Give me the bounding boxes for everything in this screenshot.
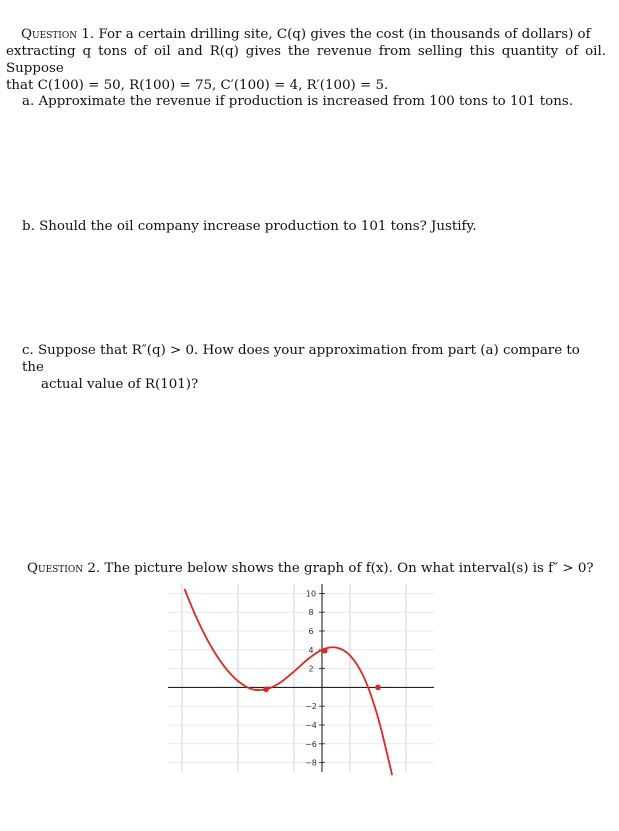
grid bbox=[168, 584, 434, 772]
y-tick-label: −4 bbox=[305, 721, 317, 730]
question-1-number: 1. bbox=[81, 27, 95, 42]
question-1-part-c-line-1: c. Suppose that R″(q) > 0. How does your approximation from part (a) compare to the bbox=[22, 343, 580, 375]
question-1 bbox=[6, 26, 606, 94]
y-tick-label: 10 bbox=[305, 589, 317, 599]
curve-layer bbox=[185, 590, 392, 775]
function-graph bbox=[160, 580, 440, 780]
question-1-line-3: that C(100) = 50, R(100) = 75, C′(100) = 4, R′(100) = 5. bbox=[6, 78, 389, 93]
question-2-text: The picture below shows the graph of f(x). On what interval(s) is f″ > 0? bbox=[104, 561, 594, 576]
marked-point bbox=[322, 648, 328, 654]
question-2 bbox=[27, 560, 607, 577]
y-tick-label: 4 bbox=[308, 645, 314, 655]
question-1-part-c-line-2: actual value of R(101)? bbox=[41, 377, 199, 392]
y-tick-label: 2 bbox=[308, 664, 314, 674]
question-1-label: Question bbox=[21, 27, 78, 42]
function-curve bbox=[185, 590, 392, 775]
y-tick-label: −2 bbox=[305, 702, 317, 712]
y-tick-label: −6 bbox=[305, 739, 317, 749]
y-tick-label: 8 bbox=[308, 608, 314, 618]
question-1-text-1: For a certain drilling site, C(q) gives the cost (in thousands of dollars) of bbox=[98, 27, 591, 42]
question-1-line-2: extracting q tons of oil and R(q) gives the revenue from selling this quantity of oil. Suppose bbox=[6, 44, 606, 76]
question-1-part-a: a. Approximate the revenue if production is increased from 100 tons to 101 tons. bbox=[22, 94, 573, 109]
question-1-line-1 bbox=[6, 26, 606, 43]
marked-point bbox=[375, 685, 381, 691]
question-1-part-b: b. Should the oil company increase production to 101 tons? Justify. bbox=[22, 219, 477, 234]
y-tick-label: 6 bbox=[308, 627, 314, 636]
marked-point bbox=[263, 686, 269, 692]
question-2-label: Question bbox=[27, 561, 84, 576]
question-1-part-c bbox=[22, 342, 602, 393]
y-tick-label: −8 bbox=[305, 758, 317, 768]
question-2-number: 2. bbox=[87, 561, 101, 576]
